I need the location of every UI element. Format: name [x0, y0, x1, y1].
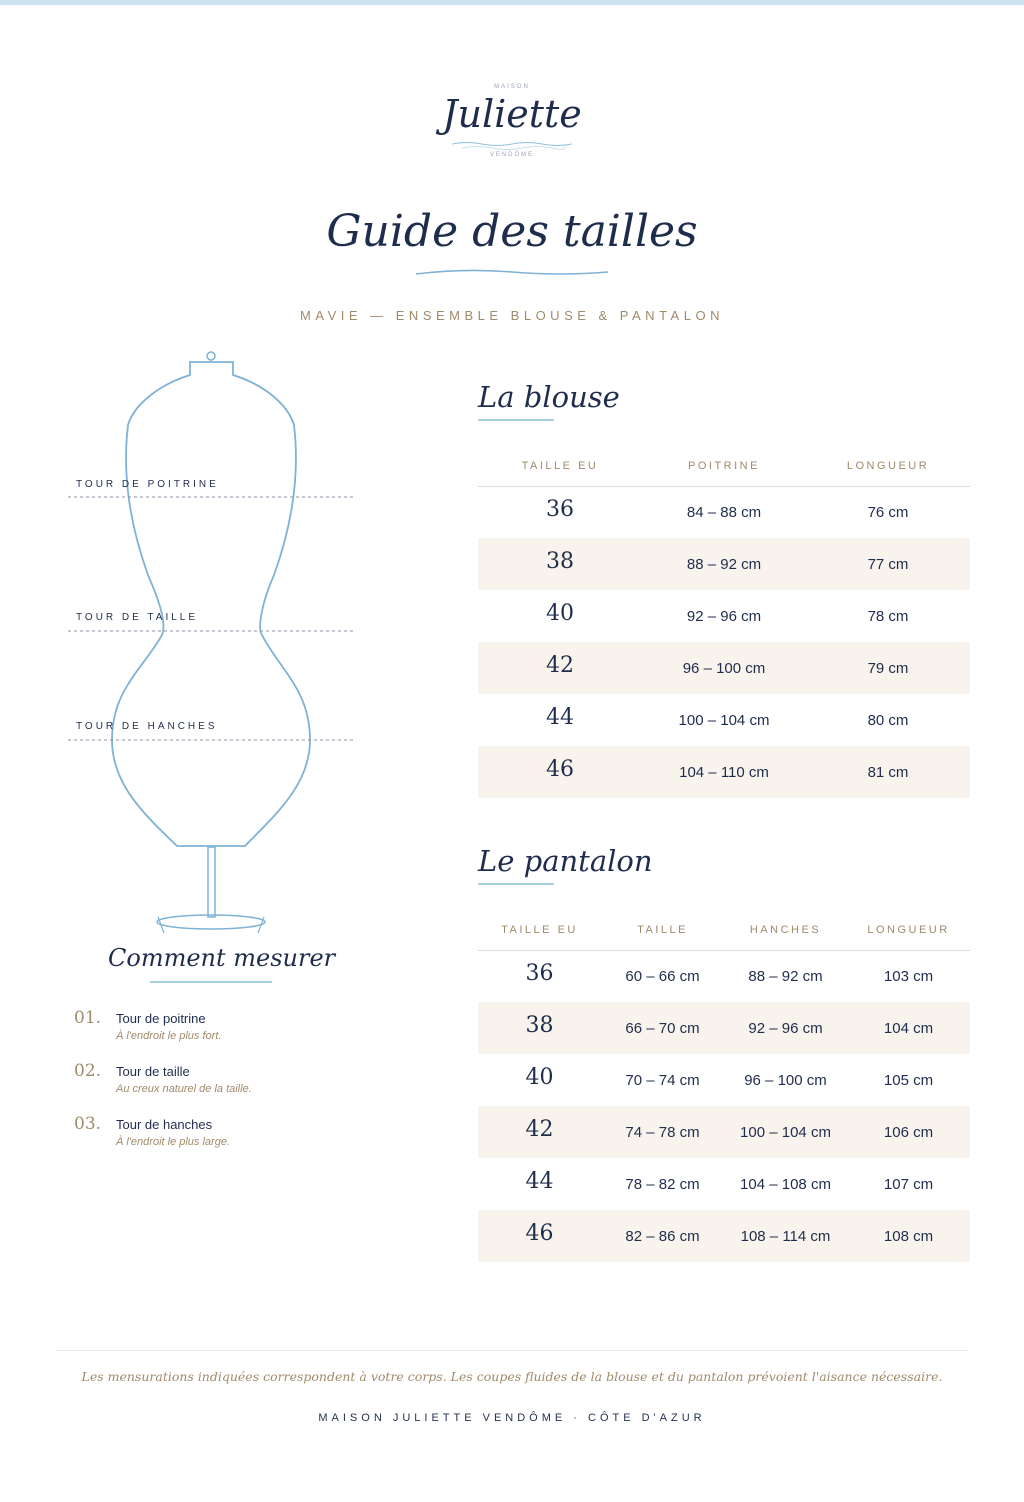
table-cell: 105 cm: [883, 1071, 934, 1089]
bust-label: TOUR DE POITRINE: [76, 479, 219, 490]
logo-name: Juliette: [442, 92, 582, 136]
table-cell: 104 cm: [847, 1002, 970, 1054]
table-cell: 100 – 104 cm: [678, 711, 770, 729]
table-cell: 92 – 96 cm: [686, 607, 762, 625]
table-row: [478, 694, 970, 746]
table-cell: 104 – 108 cm: [740, 1175, 831, 1193]
hip-label: TOUR DE HANCHES: [76, 721, 218, 732]
logo-wave-ornament: [452, 140, 572, 150]
size-cell: 44: [525, 1168, 554, 1194]
column-header: TAILLE EU: [478, 446, 642, 486]
column-header: TAILLE EU: [478, 910, 601, 950]
column-header: LONGUEUR: [806, 446, 970, 486]
table-cell: 79 cm: [806, 642, 970, 694]
table-cell: 88 – 92 cm: [642, 538, 806, 590]
table-header-row: [478, 910, 970, 950]
page-title: Guide des tailles: [326, 206, 698, 257]
size-cell: 38: [478, 538, 642, 590]
table-row: [478, 1002, 970, 1054]
pantalon-section-title: Le pantalon: [478, 844, 653, 878]
table-cell: 78 cm: [867, 607, 909, 625]
table-cell: 84 – 88 cm: [686, 503, 762, 521]
column-header: HANCHES: [724, 910, 847, 950]
table-cell: 100 – 104 cm: [724, 1106, 847, 1158]
mannequin-stand: [208, 847, 215, 917]
table-row: [478, 486, 970, 538]
step-description: À l'endroit le plus fort.: [116, 1030, 222, 1042]
table-cell: 70 – 74 cm: [625, 1071, 700, 1089]
footer-note: Les mensurations indiquées correspondent à votre corps. Les coupes fluides de la blouse et du pantalon prévoient l'aisance nécessaire.: [81, 1369, 943, 1384]
blouse-title-underline: [478, 419, 554, 421]
table-cell: 88 – 92 cm: [748, 967, 823, 985]
column-header: LONGUEUR: [847, 910, 970, 950]
table-row: [478, 950, 970, 1002]
table-cell: 81 cm: [806, 746, 970, 798]
table-cell: 107 cm: [883, 1175, 934, 1193]
pantalon-size-table: [478, 910, 970, 1262]
table-row: [478, 538, 970, 590]
table-cell: 78 – 82 cm: [625, 1175, 700, 1193]
mannequin-illustration: [60, 345, 360, 940]
table-cell: 92 – 96 cm: [724, 1002, 847, 1054]
table-cell: 104 – 110 cm: [642, 746, 806, 798]
table-cell: 77 cm: [806, 538, 970, 590]
how-to-title: Comment mesurer: [108, 944, 336, 972]
size-cell: 40: [546, 600, 574, 626]
table-cell: 80 cm: [867, 711, 909, 729]
table-row: [478, 1106, 970, 1158]
step-number: 02.: [74, 1061, 102, 1081]
table-row: [478, 642, 970, 694]
page-subtitle: MAVIE — ENSEMBLE BLOUSE & PANTALON: [300, 308, 724, 323]
mannequin-body-outline: [112, 362, 310, 846]
table-cell: 60 – 66 cm: [625, 967, 700, 985]
logo-top-word: MAISON: [494, 84, 530, 90]
column-header: TAILLE: [601, 910, 724, 950]
table-cell: 82 – 86 cm: [601, 1210, 724, 1262]
footer-divider: [55, 1350, 969, 1351]
size-cell: 42: [478, 1106, 601, 1158]
step-title: Tour de hanches: [116, 1117, 213, 1132]
table-cell: 74 – 78 cm: [601, 1106, 724, 1158]
size-cell: 46: [478, 746, 642, 798]
title-wave-ornament: [414, 266, 610, 280]
table-cell: 96 – 100 cm: [744, 1071, 827, 1089]
table-row: [478, 1158, 970, 1210]
step-title: Tour de taille: [116, 1064, 190, 1079]
table-header-row: [478, 446, 970, 486]
how-to-underline: [150, 981, 272, 983]
step-title: Tour de poitrine: [116, 1011, 206, 1026]
table-cell: 96 – 100 cm: [642, 642, 806, 694]
blouse-size-table: [478, 446, 970, 798]
table-cell: 76 cm: [867, 503, 909, 521]
size-cell: 38: [478, 1002, 601, 1054]
table-cell: 66 – 70 cm: [601, 1002, 724, 1054]
size-cell: 46: [478, 1210, 601, 1262]
top-accent-bar: [0, 0, 1024, 5]
logo-bottom-word: VENDÔME: [489, 152, 535, 158]
size-cell: 42: [478, 642, 642, 694]
size-cell: 36: [525, 960, 554, 986]
column-header: POITRINE: [642, 446, 806, 486]
footer-brand-line: MAISON JULIETTE VENDÔME · CÔTE D'AZUR: [318, 1412, 706, 1424]
step-number: 03.: [74, 1114, 102, 1134]
table-row: [478, 1210, 970, 1262]
blouse-section-title: La blouse: [478, 380, 620, 414]
table-row: [478, 590, 970, 642]
table-cell: 106 cm: [847, 1106, 970, 1158]
step-description: Au creux naturel de la taille.: [116, 1083, 252, 1095]
step-number: 01.: [74, 1008, 102, 1028]
size-cell: 44: [546, 704, 574, 730]
pantalon-title-underline: [478, 883, 554, 885]
table-cell: 108 – 114 cm: [724, 1210, 847, 1262]
step-description: À l'endroit le plus large.: [116, 1136, 230, 1148]
table-cell: 108 cm: [847, 1210, 970, 1262]
waist-label: TOUR DE TAILLE: [76, 612, 199, 623]
table-row: [478, 1054, 970, 1106]
size-cell: 40: [525, 1064, 554, 1090]
table-cell: 103 cm: [883, 967, 934, 985]
table-row: [478, 746, 970, 798]
size-cell: 36: [546, 496, 574, 522]
